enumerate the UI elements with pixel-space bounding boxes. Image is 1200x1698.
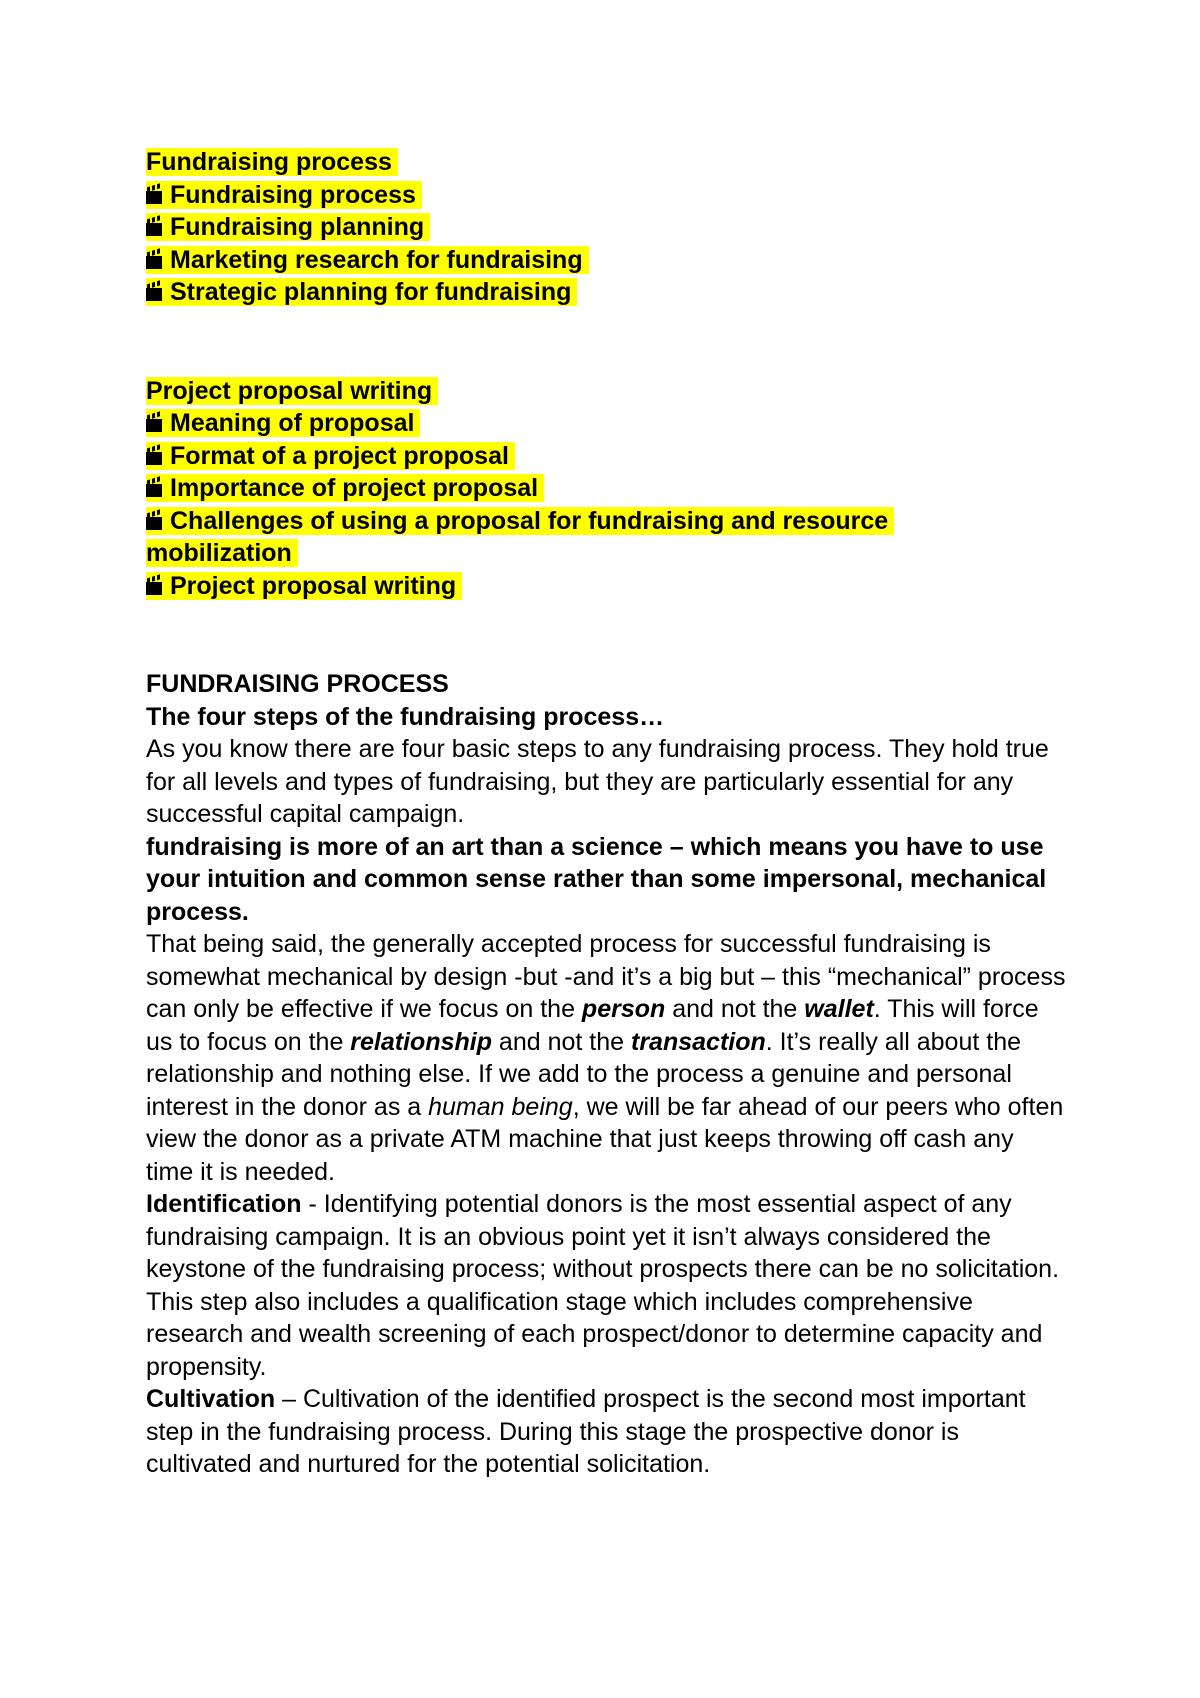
outline-item <box>146 407 1066 440</box>
outline-title <box>146 375 1066 408</box>
emphasis-person: person <box>581 995 666 1023</box>
outline-item-text: Strategic planning for fundraising <box>170 278 572 306</box>
outline-item-text: Fundraising planning <box>170 213 425 241</box>
outline-section-proposal <box>146 375 1066 603</box>
outline-title <box>146 146 1066 179</box>
outline-section-fundraising <box>146 146 1066 309</box>
clapperboard-icon <box>146 185 162 205</box>
outline-item-text: mobilization <box>146 539 298 567</box>
clapperboard-icon <box>146 511 162 531</box>
outline-title-text: Project proposal writing <box>146 377 438 405</box>
clapperboard-icon <box>146 576 162 596</box>
clapperboard-icon <box>146 413 162 433</box>
clapperboard-icon <box>146 282 162 302</box>
term-label: Identification <box>146 1190 302 1218</box>
outline-item-text: Project proposal writing <box>170 571 457 600</box>
paragraph-identification: Identification - Identifying potential donors is the most essential aspect of any fundraising campaign. It is an obvious point yet it isn’t always considered the keystone of the fundraising process; without prospects there can be no solicitation. This step also includes a qualification stage which includes comprehensive research and wealth screening of each prospect/donor to determine capacity and propensity. <box>146 1190 1060 1381</box>
outline-item <box>146 276 1066 309</box>
clapperboard-icon <box>146 446 162 466</box>
section-subheading: The four steps of the fundraising process… <box>146 702 665 731</box>
outline-item <box>146 570 1066 603</box>
outline-item-text: Format of a project proposal <box>170 441 509 470</box>
emphasis-relationship: relationship <box>350 1027 492 1056</box>
outline-item <box>146 440 1066 473</box>
paragraph-cultivation: Cultivation – Cultivation of the identified prospect is the second most important step in the fundraising process. During this stage the prospective donor is cultivated and nurtured for the potential solicitation. <box>146 1385 1026 1478</box>
emphasis-human-being: human being <box>428 1092 573 1121</box>
clapperboard-icon <box>146 250 162 270</box>
outline-item-continuation <box>146 537 1066 570</box>
outline-item <box>146 505 1066 538</box>
outline-item-text: Challenges of using a proposal for fundraising and resource <box>170 506 889 535</box>
outline-item-text: Marketing research for fundraising <box>170 245 583 274</box>
outline-item-text: Fundraising process <box>170 180 416 209</box>
section-heading: FUNDRAISING PROCESS <box>146 670 449 698</box>
outline-item-text: Importance of project proposal <box>170 474 539 502</box>
document-page <box>146 146 1066 1481</box>
outline-item-text: Meaning of proposal <box>170 409 415 437</box>
outline-title-text: Fundraising process <box>146 148 398 176</box>
article-body <box>146 668 1066 1481</box>
outline-item <box>146 244 1066 277</box>
outline-item <box>146 211 1066 244</box>
outline-item <box>146 472 1066 505</box>
emphasis-wallet: wallet <box>804 995 874 1023</box>
outline-item <box>146 179 1066 212</box>
paragraph: That being said, the generally accepted process for successful fundraising is somewhat mechanical by design -but -and it’s a big but – this “mechanical” process can only be effective if we focus on the person and not the wallet. This will force us to focus on the relationship and not the transaction. It’s really all about the relationship and nothing else. If we add to the process a genuine and personal interest in the donor as a human being, we will be far ahead of our peers who often view the donor as a private ATM machine that just keeps throwing off cash any time it is needed. <box>146 930 1066 1186</box>
paragraph: As you know there are four basic steps to any fundraising process. They hold true for all levels and types of fundraising, but they are particularly essential for any successful capital campaign. <box>146 735 1049 828</box>
term-label: Cultivation <box>146 1385 276 1413</box>
clapperboard-icon <box>146 217 162 237</box>
paragraph-emphasis: fundraising is more of an art than a science – which means you have to use your intuition and common sense rather than some impersonal, mechanical process. <box>146 832 1047 926</box>
emphasis-transaction: transaction <box>631 1027 766 1056</box>
clapperboard-icon <box>146 478 162 498</box>
